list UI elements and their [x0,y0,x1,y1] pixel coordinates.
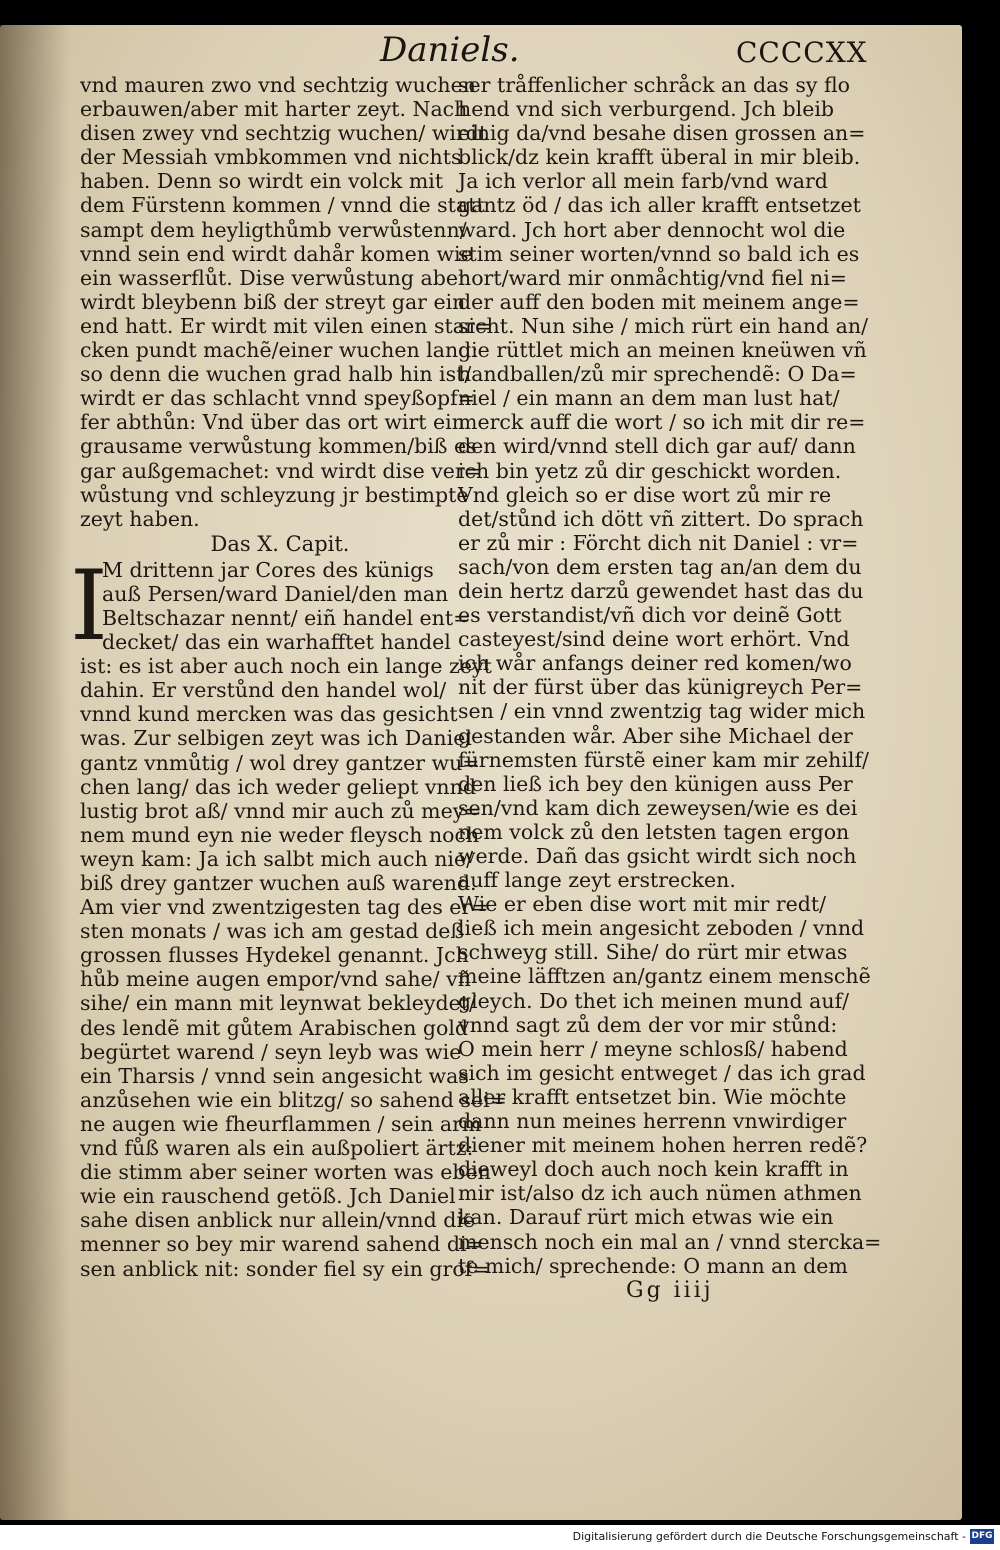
text-line: die stimm aber seiner worten was eben [80,1160,491,1185]
funding-credit: Digitalisierung gefördert durch die Deutsche Forschungsgemeinschaft - [572,1530,966,1543]
text-line: ne augen wie fheurflammen / sein arm [80,1111,482,1136]
text-line: ich wår anfangs deiner red komen/wo [458,651,852,676]
text-line: end hatt. Er wirdt mit vilen einen star= [80,313,492,338]
text-line: vnd fůß waren als ein außpoliert ärtz: [80,1136,474,1161]
text-line: vnnd sagt zů dem der vor mir stůnd: [458,1012,838,1037]
text-line: nem mund eyn nie weder fleysch noch [80,822,480,847]
text-line: det/stůnd ich dött vñ zittert. Do sprach [458,506,864,531]
text-line: nit der fürst über das künigreych Per= [458,675,863,700]
text-line: sahe disen anblick nur allein/vnnd die [80,1208,476,1233]
text-line: wie ein rauschend getöß. Jch Daniel [80,1184,456,1209]
text-line: vnnd sein end wirdt dahår komen wie [80,241,473,266]
text-line: diener mit meinem hohen herren redẽ? [458,1133,868,1158]
text-line: vnnd kund mercken was das gesicht [80,702,458,727]
text-line: cken pundt machẽ/einer wuchen lang: [80,338,479,363]
text-line: begürtet warend / seyn leyb was wie [80,1039,462,1064]
text-line: te mich/ sprechende: O mann an dem [458,1253,848,1278]
left-paragraph-before-chapter [80,73,492,531]
text-line: merck auff die wort / so ich mit dir re= [458,410,866,435]
text-line: biß drey gantzer wuchen auß warend. [80,871,477,895]
text-line: stim seiner worten/vnnd so bald ich es [458,241,860,266]
chapter-opening [70,549,507,1281]
text-line: erbauwen/aber mit harter zeyt. Nach [80,97,468,122]
signature-mark: Gg iiij [626,1278,714,1303]
text-line: meine läfftzen an/gantz einem menschẽ [458,964,871,989]
text-line: sen / ein vnnd zwentzig tag wider mich [458,699,866,724]
text-line: ward. Jch hort aber dennocht wol die [458,217,846,242]
text-line: ließ ich mein angesicht zeboden / vnnd [458,916,865,941]
left-paragraph-after-chapter [80,557,507,1281]
text-line: was. Zur selbigen zeyt was ich Daniel [80,726,472,751]
text-line: nem volck zů den letsten tagen ergon [458,819,850,844]
text-line: gantz vnmůtig / wol drey gantzer wu= [80,750,480,775]
text-line: fürnemsten fürstẽ einer kam mir zehilf/ [458,747,869,772]
drop-capital: I [70,549,108,662]
text-line: blick/dz kein krafft überal in mir bleib. [458,145,861,170]
text-line: gar außgemachet: vnd wirdt dise ver= [80,458,482,483]
text-line: die rüttlet mich an meinen kneüwen vñ [458,338,867,363]
text-line: sen anblick nit: sonder fiel sy ein grof= [80,1256,490,1281]
text-line: den ließ ich bey den künigen auss Per [458,771,853,796]
text-line: sihe/ ein mann mit leynwat bekleydet/ [80,991,476,1016]
text-line: anzůsehen wie ein blitzg/ so sahend sei= [80,1087,507,1112]
dfg-logo-icon: DFG [970,1529,994,1544]
text-line: mensch noch ein mal an / vnnd stercka= [458,1229,882,1254]
text-line: grossen flusses Hydekel genannt. Jch [80,943,469,968]
left-text-column [70,73,507,1281]
text-line: mir ist/also dz ich auch nümen athmen [458,1181,862,1206]
text-line: gestanden wår. Aber sihe Michael der [458,723,853,748]
text-line: hend vnd sich verburgend. Jch bleib [458,97,835,122]
text-line: haben. Denn so wirdt ein volck mit [80,169,444,194]
text-line: er zů mir : Förcht dich nit Daniel : vr= [458,530,859,555]
text-line: sicht. Nun sihe / mich rürt ein hand an/ [458,313,868,338]
text-line: casteyest/sind deine wort erhört. Vnd [458,627,850,652]
page-edge [962,25,1000,1520]
text-line: einig da/vnd besahe disen grossen an= [458,121,866,146]
text-line: wůstung vnd schleyzung jr bestimpte [80,482,469,507]
text-line: gleych. Do thet ich meinen mund auf/ [458,988,850,1013]
text-line: sen/vnd kam dich zewеysen/wie es dei [458,795,858,820]
text-line: ein wasserflůt. Dise verwůstung aber [80,265,468,290]
text-line: dem Fürstenn kommen / vnnd die statt [80,193,485,218]
text-line: Beltschazar nennt/ eiñ handel ent= [102,605,471,630]
text-line: lustig brot aß/ vnnd mir auch zů mey= [80,798,482,823]
text-line: Am vier vnd zwentzigesten tag des er= [80,895,489,920]
page-gutter-shadow [0,25,70,1520]
text-line: niel / ein mann an dem man lust hat/ [458,386,840,411]
text-line: wirdt er das schlacht vnnd speyßopf= [80,386,475,411]
text-line: hůb meine augen empor/vnd sahe/ vñ [80,967,471,992]
text-line: wirdt bleybenn biß der streyt gar ein [80,289,466,314]
text-line: ein Tharsis / vnnd sein angesicht was [80,1063,469,1088]
text-line: der Messiah vmbkommen vnd nichts [80,145,462,170]
text-line: disen zwey vnd sechtzig wuchen/ wirdt [80,121,488,146]
text-line: den wird/vnnd stell dich gar auf/ dann [458,434,856,459]
text-line: weyn kam: Ja ich salbt mich auch nie/ [80,846,473,871]
text-line: werde. Dañ das gsicht wirdt sich noch [458,844,857,868]
text-line: es verstandist/vñ dich vor deinẽ Gott [458,603,842,628]
text-line: menner so bey mir warend sahend di= [80,1232,484,1257]
text-line: ser tråffenlicher schråck an das sy flo [458,73,850,97]
text-line: dahin. Er verstůnd den handel wol/ [80,678,447,703]
text-line: Ja ich verlor all mein farb/vnd ward [458,169,828,194]
text-line: so denn die wuchen grad halb hin ist/ [80,362,472,387]
text-line: gantz öd / das ich aller krafft entsetzet [458,193,861,218]
text-line: hort/ward mir onmåchtig/vnd fiel ni= [458,265,847,290]
text-line: handballen/zů mir sprechendẽ: O Da= [458,362,857,387]
text-line: M drittenn jar Cores des künigs [102,557,434,582]
text-line: decket/ das ein warhafftet handel [102,630,451,655]
right-paragraphs [458,73,882,1278]
text-line: chen lang/ das ich weder geliept vnnd [80,774,476,799]
text-line: grausame verwůstung kommen/biß es [80,434,477,459]
text-line: Vnd gleich so er dise wort zů mir re [458,482,832,507]
text-line: auß Persen/ward Daniel/den man [102,581,449,606]
text-line: sten monats / was ich am gestad deß [80,919,465,944]
folio-number: CCCCXX [736,36,868,69]
text-line: dann nun meines herrenn vnwirdiger [458,1109,847,1134]
chapter-heading: Das X. Capit. [210,531,350,556]
text-line: vnd mauren zwo vnd sechtzig wuchen [80,73,476,97]
text-line: O mein herr / meyne schlosß/ habend [458,1036,848,1061]
text-line: zeyt haben. [80,506,200,531]
text-line: auff lange zeyt erstrecken. [458,868,736,893]
text-line: kan. Darauf rürt mich etwas wie ein [458,1205,834,1230]
text-line: sampt dem heyligthůmb verwůstenn/ [80,217,467,242]
footer-bar [0,1525,1000,1550]
text-line: dieweyl doch auch noch kein krafft in [458,1157,849,1182]
text-line: sich im gesicht entweget / das ich grad [458,1060,866,1085]
text-line: ich bin yetz zů dir geschickt worden. [458,458,842,483]
text-line: schweyg still. Sihe/ do rürt mir etwas [458,940,848,965]
right-text-column [458,73,882,1278]
text-line: ist: es ist aber auch noch ein lange zeyt [80,654,492,679]
text-line: fer abthůn: Vnd über das ort wirt ein [80,410,465,435]
text-line: der auff den boden mit meinem ange= [458,289,860,314]
text-line: aller krafft entsetzet bin. Wie möchte [458,1084,847,1109]
text-line: sach/von dem ersten tag an/an dem du [458,554,862,579]
text-line: Wie er eben dise wort mit mir redt/ [458,892,827,917]
text-line: des lendẽ mit gůtem Arabischen gold [80,1015,469,1040]
running-head-title: Daniels. [380,30,520,70]
text-line: dein hertz darzů gewendet hast das du [458,578,864,603]
